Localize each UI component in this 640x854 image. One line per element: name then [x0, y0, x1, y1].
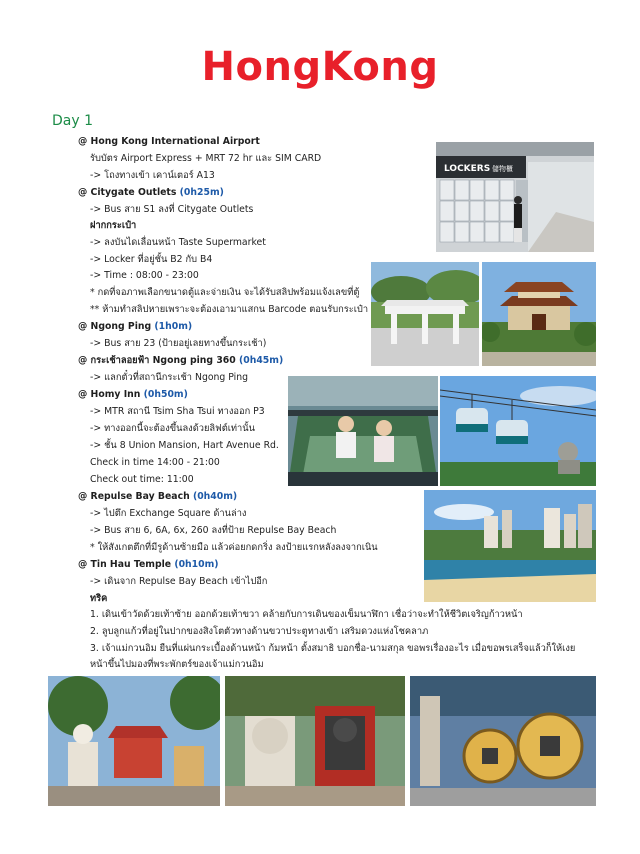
- bullet: @: [78, 136, 88, 147]
- stop-airport-name: Hong Kong International Airport: [90, 136, 260, 147]
- cablecar-line-1: -> แลกตั๋วที่สถานีกระเช้า Ngong Ping: [90, 372, 249, 383]
- lockers-photo: [436, 142, 594, 252]
- repulse-bay-photo: [424, 490, 596, 602]
- tip-1: 1. เดินเข้าวัดด้วยเท้าซ้าย ออกด้วยเท้าขวา คล้ายกับการเดินของเข็มนาฬิกา เชื่อว่าจะทำให้ชีวิตเจริญก้าวหน้า: [90, 609, 523, 620]
- cablecar-sky-photo: [440, 376, 596, 486]
- tinhau-tips-heading: ทริค: [90, 593, 108, 604]
- lion-statues-photo: [225, 676, 405, 806]
- repulse-line-2: -> Bus สาย 6, 6A, 6x, 260 ลงที่ป้าย Repulse Bay Beach: [90, 525, 337, 536]
- day-heading: Day 1: [52, 113, 94, 129]
- temple-photo: [482, 262, 596, 366]
- ngongping-gate-photo: [371, 262, 479, 366]
- bullet: @: [78, 187, 88, 198]
- lockers-sign: LOCKERS: [444, 164, 491, 174]
- homy-line-2: -> ทางออกนี้จะต้องขึ้นลงด้วยลิฟต์เท่านั้น: [90, 423, 255, 434]
- homy-line-1: -> MTR สถานี Tsim Sha Tsui ทางออก P3: [90, 406, 265, 417]
- homy-line-3: -> ชั้น 8 Union Mansion, Hart Avenue Rd.: [90, 440, 279, 451]
- stop-airport: [78, 136, 260, 148]
- citygate-note-2: ** ห้ามทำสลิปหายเพราะจะต้องเอามาแสกน Barcode ตอนรับกระเป๋า: [90, 304, 369, 315]
- citygate-deposit-2: -> Locker ที่อยู่ชั้น B2 กับ B4: [90, 254, 213, 265]
- repulse-line-1: -> ไปตึก Exchange Square ด้านล่าง: [90, 508, 247, 519]
- stop-citygate: [78, 187, 224, 199]
- page-title: HongKong: [201, 44, 439, 90]
- airport-line-1: รับบัตร Airport Express + MRT 72 hr และ SIM CARD: [90, 153, 322, 164]
- citygate-note-1: * กดที่จอภาพเลือกขนาดตู้และจ่ายเงิน จะได้รับสลิปพร้อมแจ้งเลขที่ตู้: [90, 287, 360, 298]
- citygate-deposit-1: -> ลงบันไดเลื่อนหน้า Taste Supermarket: [90, 237, 266, 248]
- citygate-deposit-3: -> Time : 08:00 - 23:00: [90, 270, 199, 281]
- citygate-line-1: -> Bus สาย S1 ลงที่ Citygate Outlets: [90, 204, 254, 215]
- bullet: @: [78, 559, 88, 570]
- bullet: @: [78, 321, 88, 332]
- bullet: @: [78, 491, 88, 502]
- stop-homy: @ Homy Inn (0h50m): [78, 389, 188, 400]
- ngongping-line-1: -> Bus สาย 23 (ป้ายอยู่เลยทางขึ้นกระเช้า): [90, 338, 267, 349]
- bullet: @: [78, 389, 88, 400]
- arrow: ->: [90, 170, 102, 181]
- stop-cablecar: @ กระเช้าลอยฟ้า Ngong ping 360 (0h45m): [78, 355, 284, 366]
- tip-3-cont: หน้าขึ้นไปมองที่พระพักตร์ของเจ้าแม่กวนอิม: [90, 659, 264, 670]
- stop-repulse: @ Repulse Bay Beach (0h40m): [78, 491, 238, 502]
- citygate-deposit-heading: ฝากกระเป๋า: [90, 220, 137, 231]
- stop-citygate-duration: (0h25m): [179, 187, 224, 198]
- repulse-note: * ให้สังเกตตึกที่มีรูด้านซ้ายมือ แล้วค่อยกดกริ่ง ลงป้ายแรกหลังลงจากเนิน: [90, 542, 378, 553]
- stop-ngongping: @ Ngong Ping (1h0m): [78, 321, 193, 332]
- stop-tinhau: @ Tin Hau Temple (0h10m): [78, 559, 219, 570]
- homy-checkin: Check in time 14:00 - 21:00: [90, 457, 220, 468]
- tinhau-temple-photo: [48, 676, 220, 806]
- homy-checkout: Check out time: 11:00: [90, 474, 194, 485]
- tip-2: 2. ลูบลูกแก้วที่อยู่ในปากของสิงโตตัวทางด้านขวาประตูทางเข้า เสริมดวงแห่งโชคลาภ: [90, 626, 429, 637]
- coin-wall-photo: [410, 676, 596, 806]
- stop-citygate-name: Citygate Outlets: [90, 187, 177, 198]
- tip-3: 3. เจ้าแม่กวนอิม ยืนที่แผ่นกระเบื้องด้านหน้า ก้มหน้า ตั้งสมาธิ บอกชื่อ-นามสกุล ขอพรเรื่องอะไร เมื่อขอพรเสร็จแล้วก็ให้เงย: [90, 643, 576, 654]
- cablecar-interior-photo: [288, 376, 438, 486]
- bullet: @: [78, 355, 88, 366]
- lockers-sign-sub: 儲物櫃: [492, 165, 513, 173]
- tinhau-line-1: -> เดินจาก Repulse Bay Beach เข้าไปอีก: [90, 576, 268, 587]
- airport-line-2: -> โถงทางเข้า เคาน์เตอร์ A13: [90, 170, 215, 181]
